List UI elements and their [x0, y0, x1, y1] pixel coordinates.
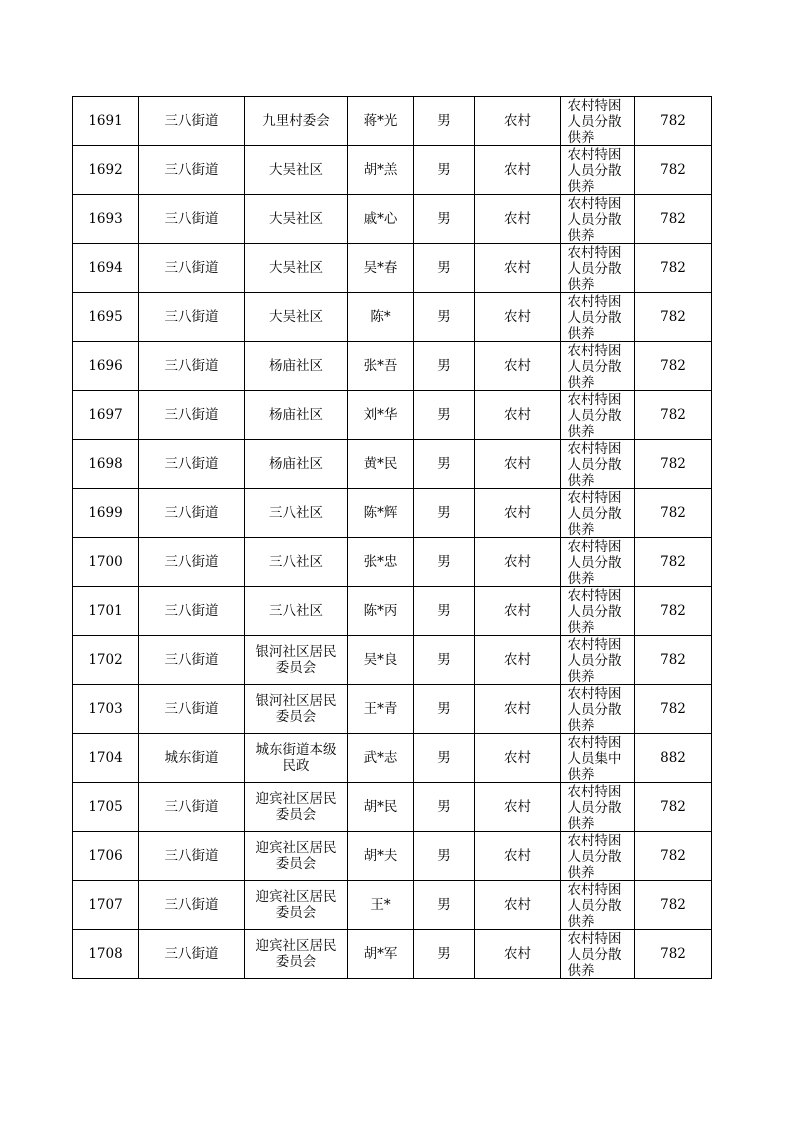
cell-support-category	[561, 391, 635, 440]
cell-serial-number: 1691	[73, 97, 139, 146]
cell-street: 三八街道	[139, 930, 245, 979]
table-row	[73, 440, 712, 489]
table-row	[73, 391, 712, 440]
cell-household-type: 农村	[475, 930, 561, 979]
cell-serial-number: 1697	[73, 391, 139, 440]
cell-household-type: 农村	[475, 734, 561, 783]
cell-gender: 男	[414, 244, 475, 293]
table-row	[73, 832, 712, 881]
cell-street: 三八街道	[139, 146, 245, 195]
table-body	[73, 97, 712, 979]
cell-community	[245, 146, 348, 195]
support-category-text: 农村特困人员分散供养	[567, 440, 622, 488]
cell-gender: 男	[414, 195, 475, 244]
cell-amount: 882	[635, 734, 712, 783]
cell-community	[245, 97, 348, 146]
cell-household-type: 农村	[475, 832, 561, 881]
cell-household-type: 农村	[475, 244, 561, 293]
support-category-text: 农村特困人员分散供养	[567, 930, 622, 978]
table-row	[73, 783, 712, 832]
cell-gender: 男	[414, 734, 475, 783]
cell-street: 三八街道	[139, 881, 245, 930]
table-row	[73, 636, 712, 685]
cell-serial-number: 1695	[73, 293, 139, 342]
cell-person-name: 陈*丙	[348, 587, 414, 636]
cell-person-name: 陈*	[348, 293, 414, 342]
cell-amount: 782	[635, 146, 712, 195]
community-text: 大吴社区	[269, 309, 323, 325]
cell-serial-number: 1692	[73, 146, 139, 195]
cell-person-name: 吴*春	[348, 244, 414, 293]
cell-serial-number: 1702	[73, 636, 139, 685]
cell-support-category	[561, 930, 635, 979]
cell-street: 三八街道	[139, 342, 245, 391]
cell-community	[245, 783, 348, 832]
cell-serial-number: 1704	[73, 734, 139, 783]
cell-person-name: 王*青	[348, 685, 414, 734]
community-text: 大吴社区	[269, 162, 323, 178]
cell-person-name: 张*忠	[348, 538, 414, 587]
community-text: 三八社区	[269, 505, 323, 521]
cell-household-type: 农村	[475, 587, 561, 636]
cell-community	[245, 293, 348, 342]
table-row	[73, 734, 712, 783]
support-category-text: 农村特困人员分散供养	[567, 783, 622, 831]
community-text: 杨庙社区	[269, 358, 323, 374]
community-text: 杨庙社区	[269, 456, 323, 472]
cell-community	[245, 734, 348, 783]
cell-street: 三八街道	[139, 832, 245, 881]
cell-household-type: 农村	[475, 685, 561, 734]
cell-street: 三八街道	[139, 685, 245, 734]
cell-street: 城东街道	[139, 734, 245, 783]
support-category-text: 农村特困人员分散供养	[567, 538, 622, 586]
cell-amount: 782	[635, 538, 712, 587]
support-category-text: 农村特困人员分散供养	[567, 489, 622, 537]
cell-serial-number: 1693	[73, 195, 139, 244]
cell-person-name: 戚*心	[348, 195, 414, 244]
community-text: 三八社区	[269, 554, 323, 570]
cell-gender: 男	[414, 489, 475, 538]
community-text: 九里村委会	[262, 113, 330, 129]
cell-support-category	[561, 146, 635, 195]
community-text: 迎宾社区居民委员会	[255, 889, 337, 921]
cell-gender: 男	[414, 832, 475, 881]
cell-support-category	[561, 636, 635, 685]
community-text: 银河社区居民委员会	[255, 693, 337, 725]
cell-serial-number: 1707	[73, 881, 139, 930]
cell-household-type: 农村	[475, 783, 561, 832]
cell-community	[245, 930, 348, 979]
cell-gender: 男	[414, 930, 475, 979]
cell-household-type: 农村	[475, 538, 561, 587]
table-row	[73, 244, 712, 293]
community-text: 大吴社区	[269, 260, 323, 276]
community-text: 城东街道本级民政	[255, 742, 337, 774]
cell-amount: 782	[635, 244, 712, 293]
cell-amount: 782	[635, 342, 712, 391]
cell-serial-number: 1700	[73, 538, 139, 587]
cell-serial-number: 1705	[73, 783, 139, 832]
cell-person-name: 蒋*光	[348, 97, 414, 146]
cell-household-type: 农村	[475, 293, 561, 342]
cell-gender: 男	[414, 146, 475, 195]
cell-gender: 男	[414, 97, 475, 146]
support-category-text: 农村特困人员分散供养	[567, 832, 622, 880]
cell-support-category	[561, 734, 635, 783]
cell-amount: 782	[635, 97, 712, 146]
cell-amount: 782	[635, 391, 712, 440]
cell-amount: 782	[635, 881, 712, 930]
cell-gender: 男	[414, 881, 475, 930]
cell-support-category	[561, 783, 635, 832]
cell-community	[245, 244, 348, 293]
cell-gender: 男	[414, 783, 475, 832]
cell-support-category	[561, 97, 635, 146]
cell-amount: 782	[635, 636, 712, 685]
table-row	[73, 146, 712, 195]
cell-serial-number: 1698	[73, 440, 139, 489]
table-row	[73, 195, 712, 244]
beneficiary-table	[72, 96, 712, 979]
community-text: 银河社区居民委员会	[255, 644, 337, 676]
support-category-text: 农村特困人员分散供养	[567, 146, 622, 194]
cell-community	[245, 342, 348, 391]
cell-street: 三八街道	[139, 293, 245, 342]
cell-serial-number: 1706	[73, 832, 139, 881]
community-text: 杨庙社区	[269, 407, 323, 423]
cell-person-name: 胡*军	[348, 930, 414, 979]
support-category-text: 农村特困人员分散供养	[567, 97, 622, 145]
community-text: 迎宾社区居民委员会	[255, 791, 337, 823]
cell-amount: 782	[635, 195, 712, 244]
cell-gender: 男	[414, 685, 475, 734]
cell-community	[245, 832, 348, 881]
cell-person-name: 胡*夫	[348, 832, 414, 881]
cell-gender: 男	[414, 538, 475, 587]
cell-household-type: 农村	[475, 489, 561, 538]
cell-community	[245, 391, 348, 440]
table-row	[73, 881, 712, 930]
cell-amount: 782	[635, 293, 712, 342]
support-category-text: 农村特困人员分散供养	[567, 636, 622, 684]
cell-street: 三八街道	[139, 489, 245, 538]
cell-street: 三八街道	[139, 440, 245, 489]
community-text: 迎宾社区居民委员会	[255, 840, 337, 872]
cell-street: 三八街道	[139, 587, 245, 636]
cell-support-category	[561, 881, 635, 930]
cell-household-type: 农村	[475, 342, 561, 391]
cell-serial-number: 1696	[73, 342, 139, 391]
cell-gender: 男	[414, 440, 475, 489]
support-category-text: 农村特困人员分散供养	[567, 244, 622, 292]
community-text: 三八社区	[269, 603, 323, 619]
community-text: 大吴社区	[269, 211, 323, 227]
cell-support-category	[561, 685, 635, 734]
cell-household-type: 农村	[475, 881, 561, 930]
cell-household-type: 农村	[475, 195, 561, 244]
cell-serial-number: 1708	[73, 930, 139, 979]
cell-household-type: 农村	[475, 146, 561, 195]
cell-community	[245, 881, 348, 930]
cell-gender: 男	[414, 342, 475, 391]
cell-support-category	[561, 832, 635, 881]
cell-support-category	[561, 342, 635, 391]
support-category-text: 农村特困人员分散供养	[567, 685, 622, 733]
cell-support-category	[561, 538, 635, 587]
table-row	[73, 538, 712, 587]
cell-support-category	[561, 587, 635, 636]
cell-street: 三八街道	[139, 636, 245, 685]
cell-street: 三八街道	[139, 97, 245, 146]
cell-serial-number: 1694	[73, 244, 139, 293]
cell-person-name: 陈*辉	[348, 489, 414, 538]
support-category-text: 农村特困人员分散供养	[567, 342, 622, 390]
cell-household-type: 农村	[475, 97, 561, 146]
cell-person-name: 胡*羔	[348, 146, 414, 195]
support-category-text: 农村特困人员集中供养	[567, 734, 622, 782]
cell-person-name: 张*吾	[348, 342, 414, 391]
cell-serial-number: 1699	[73, 489, 139, 538]
support-category-text: 农村特困人员分散供养	[567, 293, 622, 341]
support-category-text: 农村特困人员分散供养	[567, 195, 622, 243]
table-row	[73, 930, 712, 979]
cell-amount: 782	[635, 685, 712, 734]
cell-amount: 782	[635, 587, 712, 636]
cell-serial-number: 1703	[73, 685, 139, 734]
cell-support-category	[561, 293, 635, 342]
cell-community	[245, 489, 348, 538]
community-text: 迎宾社区居民委员会	[255, 938, 337, 970]
cell-serial-number: 1701	[73, 587, 139, 636]
cell-person-name: 武*志	[348, 734, 414, 783]
cell-person-name: 吴*良	[348, 636, 414, 685]
cell-gender: 男	[414, 391, 475, 440]
cell-person-name: 刘*华	[348, 391, 414, 440]
cell-gender: 男	[414, 293, 475, 342]
cell-community	[245, 195, 348, 244]
cell-support-category	[561, 244, 635, 293]
cell-gender: 男	[414, 587, 475, 636]
cell-amount: 782	[635, 930, 712, 979]
cell-community	[245, 685, 348, 734]
cell-community	[245, 587, 348, 636]
cell-amount: 782	[635, 489, 712, 538]
cell-household-type: 农村	[475, 440, 561, 489]
cell-household-type: 农村	[475, 636, 561, 685]
table-row	[73, 342, 712, 391]
table-row	[73, 293, 712, 342]
support-category-text: 农村特困人员分散供养	[567, 881, 622, 929]
cell-person-name: 黄*民	[348, 440, 414, 489]
cell-support-category	[561, 195, 635, 244]
cell-street: 三八街道	[139, 391, 245, 440]
cell-street: 三八街道	[139, 538, 245, 587]
cell-amount: 782	[635, 783, 712, 832]
support-category-text: 农村特困人员分散供养	[567, 391, 622, 439]
table-row	[73, 489, 712, 538]
table-row	[73, 97, 712, 146]
support-category-text: 农村特困人员分散供养	[567, 587, 622, 635]
table-row	[73, 685, 712, 734]
cell-street: 三八街道	[139, 783, 245, 832]
cell-support-category	[561, 440, 635, 489]
cell-amount: 782	[635, 440, 712, 489]
cell-person-name: 胡*民	[348, 783, 414, 832]
cell-gender: 男	[414, 636, 475, 685]
cell-person-name: 王*	[348, 881, 414, 930]
cell-support-category	[561, 489, 635, 538]
cell-street: 三八街道	[139, 195, 245, 244]
cell-amount: 782	[635, 832, 712, 881]
cell-household-type: 农村	[475, 391, 561, 440]
table-row	[73, 587, 712, 636]
cell-community	[245, 440, 348, 489]
cell-street: 三八街道	[139, 244, 245, 293]
cell-community	[245, 636, 348, 685]
cell-community	[245, 538, 348, 587]
